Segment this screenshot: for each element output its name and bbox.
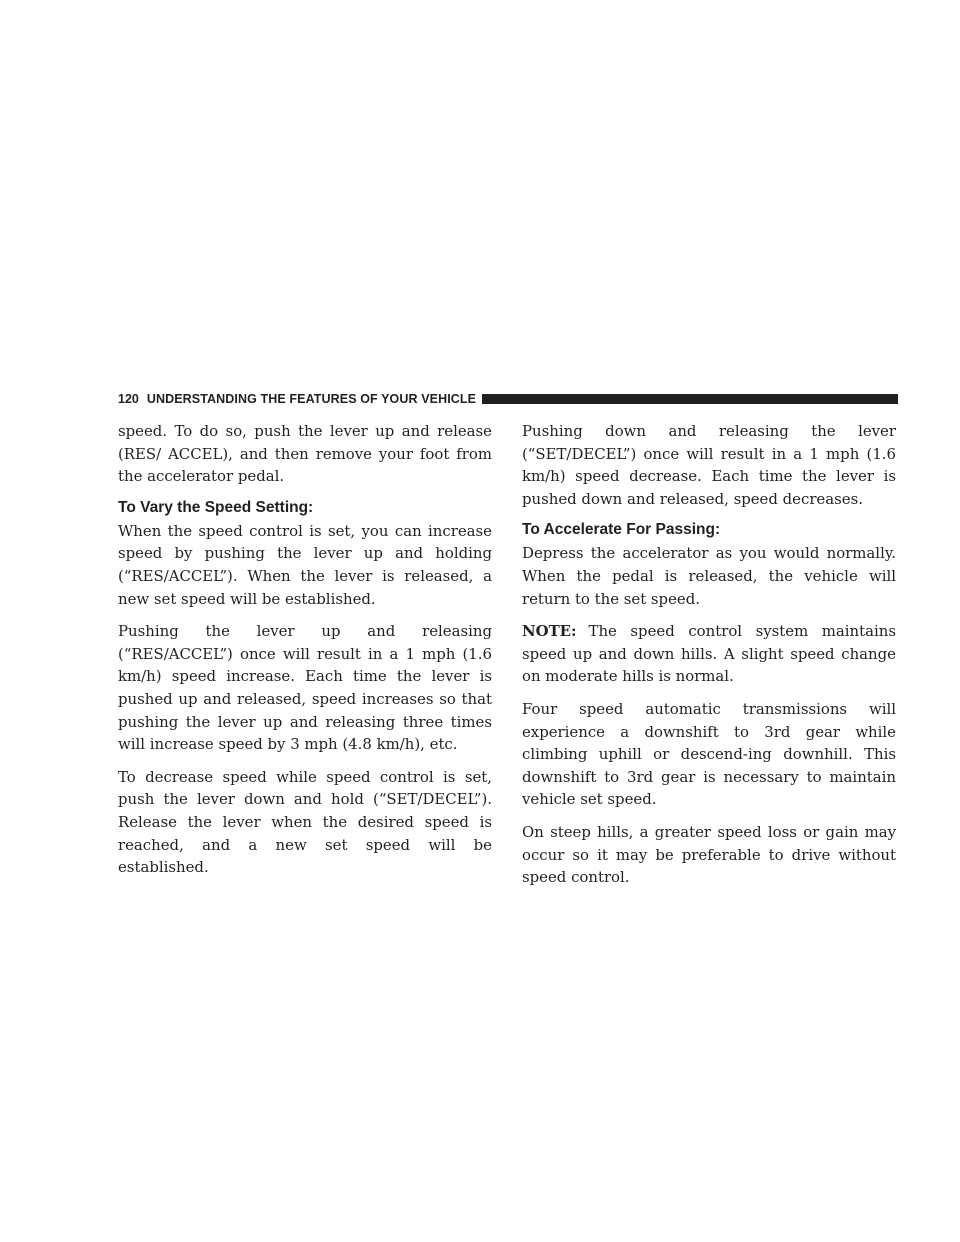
- paragraph: To decrease speed while speed control is set, push the lever down and hold (“SET/DECEL”). Release the lever when the desired speed is reached, and a new set speed will be established.: [118, 767, 492, 877]
- section-heading: To Vary the Speed Setting:: [118, 498, 314, 516]
- paragraph: Four speed automatic transmissions will experience a downshift to 3rd gear while climbing uphill or descend-ing downhill. This downshift to 3rd gear is necessary to maintain vehicle set speed.: [522, 699, 896, 809]
- paragraph: Pushing down and releasing the lever (“SET/DECEL”) once will result in a 1 mph (1.6 km/h) speed decrease. Each time the lever is pushed down and released, speed decreases.: [522, 422, 896, 508]
- page-number: 120: [118, 392, 139, 406]
- paragraph: On steep hills, a greater speed loss or gain may occur so it may be preferable to drive without speed control.: [522, 822, 896, 887]
- note-text: The speed control system maintains speed up and down hills. A slight speed change on moderate hills is normal.: [522, 622, 896, 686]
- page-header: [118, 391, 898, 407]
- paragraph: When the speed control is set, you can increase speed by pushing the lever up and holding (“RES/ACCEL”). When the lever is released, a new set speed will be established.: [118, 521, 492, 608]
- left-column: [118, 420, 492, 889]
- paragraph: Depress the accelerator as you would normally. When the pedal is released, the vehicle will return to the set speed.: [522, 544, 896, 608]
- note-label: NOTE:: [522, 622, 577, 641]
- right-column: [522, 420, 896, 899]
- paragraph: Pushing the lever up and releasing (“RES/ACCEL”) once will result in a 1 mph (1.6 km/h) speed increase. Each time the lever is pushed up and released, speed increases so that pushing the lever up and releasing three times will increase speed by 3 mph (4.8 km/h), etc.: [118, 622, 492, 754]
- header-bar: [482, 394, 898, 404]
- paragraph: speed. To do so, push the lever up and release (RES/ ACCEL), and then remove your foot from the accelerator pedal.: [118, 422, 492, 486]
- section-heading: To Accelerate For Passing:: [522, 521, 721, 539]
- header-title: UNDERSTANDING THE FEATURES OF YOUR VEHICLE: [146, 392, 477, 406]
- note-paragraph: [522, 620, 896, 688]
